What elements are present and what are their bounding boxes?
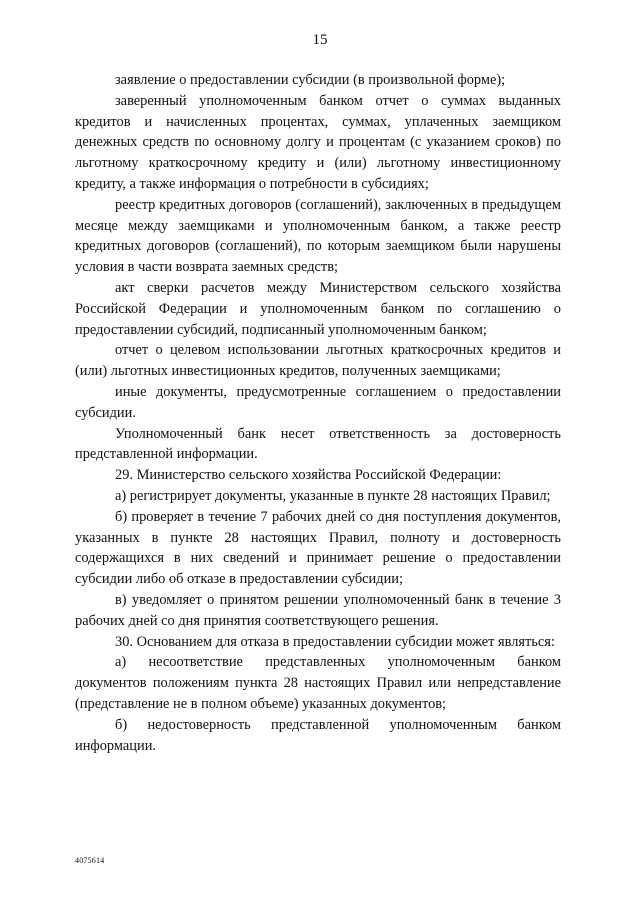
- paragraph-clause-30: 30. Основанием для отказа в предоставлении субсидии может являться:: [115, 633, 555, 650]
- paragraph-bank-report: заверенный уполномоченным банком отчет о суммах выданных кредитов и начисленных процентах, суммах, уплаченных заемщиком денежных средств по основному долгу и процентам (с указанием сроков) по льготному краткосрочному кредиту и (или) льготному инвестиционному кредиту, а также информация о потребности в субсидиях;: [75, 92, 561, 192]
- paragraph-clause-29-a: а) регистрирует документы, указанные в пункте 28 настоящих Правил;: [115, 487, 551, 504]
- paragraph-clause-30-b: б) недостоверность представленной уполномоченным банком информации.: [75, 716, 561, 754]
- paragraph-other-documents: иные документы, предусмотренные соглашением о предоставлении субсидии.: [75, 383, 561, 421]
- paragraph-reconciliation-act: акт сверки расчетов между Министерством сельского хозяйства Российской Федерации и уполномоченным банком по соглашению о предоставлении субсидий, подписанный уполномоченным банком;: [75, 279, 561, 338]
- paragraph-application: заявление о предоставлении субсидии (в произвольной форме);: [115, 72, 506, 88]
- paragraph-bank-responsibility: Уполномоченный банк несет ответственность за достоверность представленной информации.: [75, 425, 561, 463]
- paragraph-clause-29-c: в) уведомляет о принятом решении уполномоченный банк в течение 3 рабочих дней со дня принятия соответствующего решения.: [75, 591, 561, 629]
- paragraph-clause-29-b: б) проверяет в течение 7 рабочих дней со дня поступления документов, указанных в пункте 28 настоящих Правил, полноту и достоверность содержащихся в них сведений и принимает решение о предоставлении субсидии либо об отказе в предоставлении субсидии;: [75, 508, 561, 588]
- paragraph-credit-registry: реестр кредитных договоров (соглашений), заключенных в предыдущем месяце между заемщиками и уполномоченным банком, а также реестр кредитных договоров (соглашений), по которым заемщиком были нарушены условия в части возврата заемных средств;: [75, 196, 561, 276]
- paragraph-clause-30-a: а) несоответствие представленных уполномоченным банком документов положениям пункта 28 настоящих Правил или непредставление (представление не в полном объеме) указанных документов;: [75, 654, 561, 712]
- document-code: 4075614: [75, 856, 105, 865]
- page-number: 15: [312, 32, 328, 48]
- paragraph-usage-report: отчет о целевом использовании льготных краткосрочных кредитов и (или) льготных инвестиционных кредитов, полученных заемщиками;: [75, 342, 561, 380]
- paragraph-clause-29: 29. Министерство сельского хозяйства Российской Федерации:: [115, 467, 502, 484]
- document-body: [75, 70, 561, 756]
